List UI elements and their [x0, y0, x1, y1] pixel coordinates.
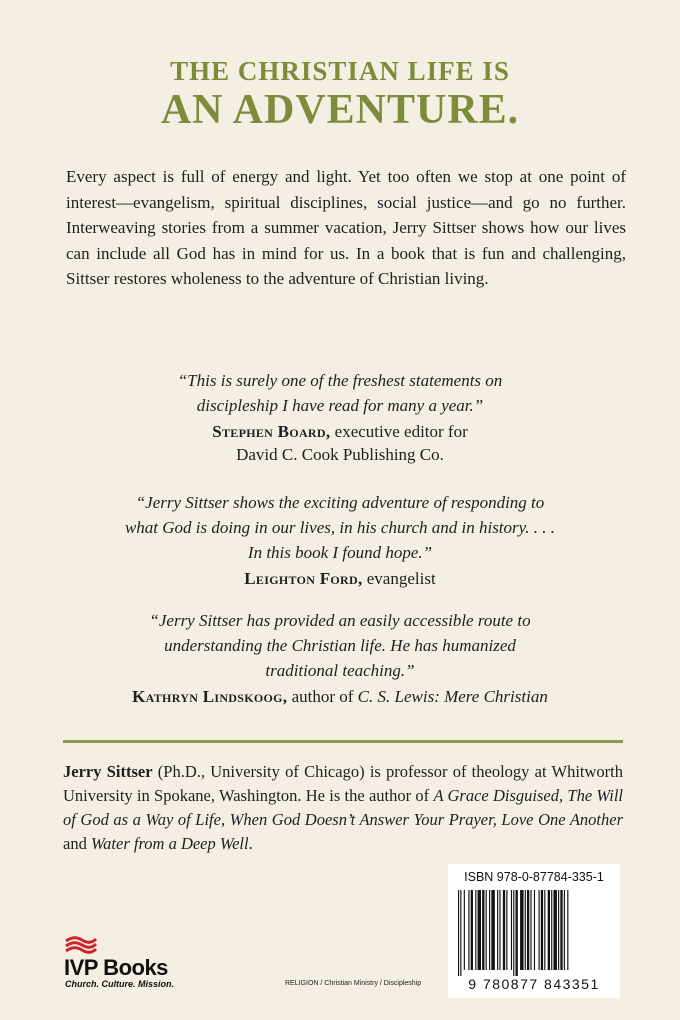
barcode-bar: [503, 890, 505, 970]
endorser-name: Kathryn Lindskoog,: [132, 687, 288, 706]
publisher-name: IVP Books: [64, 955, 168, 980]
headline-line-2: AN ADVENTURE.: [160, 87, 520, 133]
publisher-logo: [60, 935, 200, 995]
bio-text-2: and: [63, 834, 91, 853]
barcode-bar: [482, 890, 484, 970]
barcode-bar: [460, 890, 461, 976]
endorser-role: executive editor for: [330, 422, 468, 441]
barcode-bar: [468, 890, 469, 970]
endorser-name: Leighton Ford,: [244, 569, 363, 588]
endorsement-quote: “Jerry Sittser has provided an easily accessible route to understanding the Christian life. He has humanized traditional teaching.”: [149, 611, 531, 680]
endorser-name: Stephen Board,: [212, 422, 331, 441]
barcode-bar: [471, 890, 473, 970]
isbn-label: ISBN 978-0-87784-335-1: [464, 870, 604, 884]
barcode-bar: [491, 890, 494, 970]
barcode-bar: [558, 890, 559, 970]
headline-line-1: THE CHRISTIAN LIFE IS: [170, 56, 510, 86]
endorser-role-continued: David C. Cook Publishing Co.: [236, 445, 444, 464]
publisher-flag-icon: [64, 935, 98, 955]
endorsement-attribution: [60, 420, 620, 466]
endorser-book-title: C. S. Lewis: Mere Christian: [357, 687, 548, 706]
barcode-bar: [497, 890, 498, 970]
barcode-bar: [527, 890, 529, 970]
barcode-bar: [516, 890, 518, 976]
barcode-bar: [544, 890, 545, 970]
bio-text-1: (Ph.D., University of Chicago) is professor of theology at Whitworth University in Spokane, Washington. He is the author of: [63, 762, 623, 805]
bio-book-titles: A Grace Disguised, The Will of God as a Way of Life, When God Doesn’t Answer Your Prayer, Love One Another: [63, 786, 624, 829]
barcode-bar: [511, 890, 512, 970]
barcode-bar: [499, 890, 500, 970]
barcode-bar: [541, 890, 543, 970]
barcode-bar: [560, 890, 562, 970]
publisher-tagline: Church. Culture. Mission.: [65, 979, 175, 989]
barcode-bar: [475, 890, 476, 970]
endorsement-attribution: [60, 685, 620, 708]
author-name: Jerry Sittser: [63, 762, 153, 781]
barcode-bar: [548, 890, 550, 970]
barcode-bar: [464, 890, 465, 970]
barcode-bar: [539, 890, 540, 970]
bio-text-3: .: [248, 834, 253, 853]
barcode-bar: [520, 890, 523, 970]
barcode-bar: [530, 890, 531, 970]
barcode-bar: [564, 890, 565, 970]
category-label: RELIGION / Christian Ministry / Discipleship: [285, 980, 422, 987]
barcode-bar: [534, 890, 535, 970]
endorsement-3: [60, 608, 620, 708]
headline: [0, 55, 680, 133]
barcode-bar: [567, 890, 568, 970]
barcode-bar: [458, 890, 459, 976]
barcode-bar: [489, 890, 490, 970]
barcode-bar: [513, 890, 514, 976]
divider-rule: [63, 740, 623, 743]
barcode-digits: 9 780877 843351: [468, 976, 600, 992]
barcode-icon: [454, 890, 614, 976]
author-bio: [63, 760, 623, 856]
endorsement-1: [60, 368, 620, 466]
endorsement-attribution: [60, 567, 620, 590]
barcode-bar: [486, 890, 487, 970]
book-description: Every aspect is full of energy and light. Yet too often we stop at one point of interest—evangelism, spiritual disciplines, social justice—and go no further. Interweaving stories from a summer vacation, Jerry Sittser shows how our lives can include all God has in mind for us. In a book that is fun and challenging, Sittser restores wholeness to the adventure of Christian living.: [66, 167, 626, 288]
barcode-box: [448, 864, 620, 998]
bio-book-title-last: Water from a Deep Well: [90, 834, 249, 853]
endorsement-2: [60, 490, 620, 590]
barcode-bar: [551, 890, 552, 970]
barcode-bar: [525, 890, 526, 970]
barcode-bar: [553, 890, 556, 970]
barcode-bar: [478, 890, 481, 970]
endorsement-quote: “Jerry Sittser shows the exciting adventure of responding to what God is doing in our lives, in his church and in history. . . . In this book I found hope.”: [124, 493, 556, 562]
barcode-bar: [506, 890, 507, 970]
endorser-role: evangelist: [362, 569, 436, 588]
endorser-role: author of: [287, 687, 358, 706]
endorsement-quote: “This is surely one of the freshest statements on discipleship I have read for many a year.”: [177, 371, 503, 415]
